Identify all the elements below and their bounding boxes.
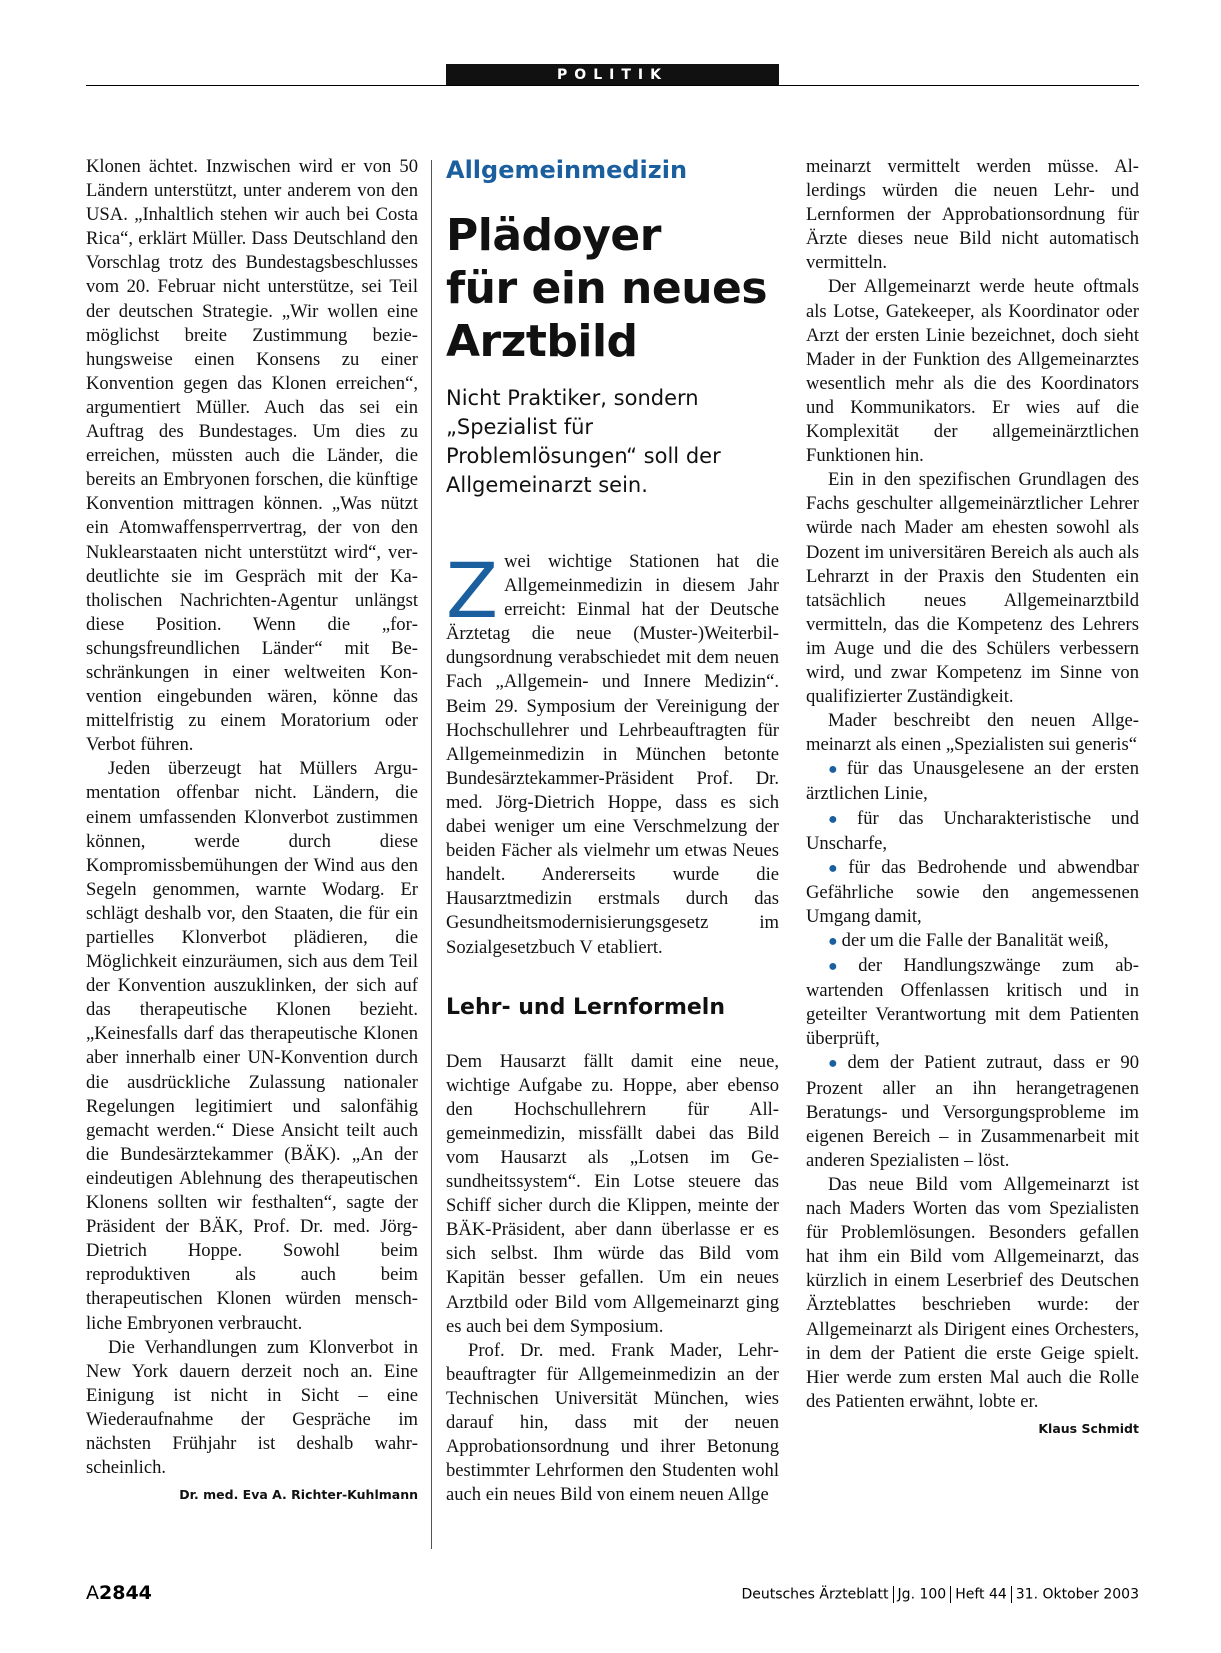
journal-name: Deutsches Ärzteblatt bbox=[741, 1586, 889, 1603]
page-prefix: A bbox=[86, 1582, 99, 1604]
bullet-text: für das Uncharakteristische und Unscharfe, bbox=[806, 807, 1139, 854]
section-label: POLITIK bbox=[446, 64, 779, 86]
paragraph: Der Allgemeinarzt werde heute oftmals als Lotse, Gatekeeper, als Koordinator oder Arzt der ersten Linie bezeichnet, doch sieht Mader in der Funktion des Allgemeinarztes wesentlich mehr als die des Koordinators und Kommunikators. Er wies auf die Komplexität der allgemeinärztlichen Funktionen hin. bbox=[806, 276, 1139, 467]
author-byline: Klaus Schmidt bbox=[1038, 1420, 1139, 1436]
bullet-text: der Handlungszwänge zum abwartenden Offenlassen kritisch und in geteilter Verantwortung mit dem Patienten überprüft, bbox=[806, 955, 1139, 1050]
bullet-icon: ● bbox=[828, 1055, 844, 1073]
volume: Jg. 100 bbox=[897, 1586, 947, 1603]
paragraph bbox=[86, 1336, 418, 1503]
bullet-item bbox=[806, 954, 1139, 1051]
bullet-icon: ● bbox=[828, 761, 843, 779]
author-byline: Dr. med. Eva A. Richter-Kuhlmann bbox=[179, 1487, 418, 1503]
issue: Heft 44 bbox=[955, 1586, 1007, 1603]
separator bbox=[893, 1586, 894, 1603]
headline-line: Arztbild bbox=[446, 316, 638, 367]
paragraph bbox=[806, 1173, 1139, 1436]
paragraph: Jeden überzeugt hat Müllers Argumentation offenbar nicht. Ländern, die einem umfassenden Klonverbot zustimmen können, werde durch diese Kompromissbemühungen der Wind aus den Segeln genommen, warnte Wodarg. Er schlägt deshalb vor, den Staaten, die für ein partielles Klonverbot plädieren, die Möglichkeit einzuräumen, sich aus dem Teil der Konvention auszuklinken, der sich auf das therapeutische Klonen bezieht. „Keinesfalls darf das therapeutische Klonen aber innerhalb einer UN-Konvention durch die ausdrückliche Zulassung nationaler Regelungen legitimiert und salonfähig gemacht werden.“ Diese Ansicht teilt auch die Bundesärztekammer (BÄK). „An der eindeutigen Ablehnung des therapeutischen Klonens sollten wir festhalten“, sagte der Präsident der BÄK, Prof. Dr. med. Jörg-Dietrich Hoppe. Sowohl beim reproduktiven als auch beim therapeutischen Klonen würden menschliche Embryonen verbraucht. bbox=[86, 758, 418, 1334]
article-lead: Nicht Praktiker, sondern „Spezialist für Problemlösungen“ soll der Allgemeinarzt sein. bbox=[446, 386, 721, 497]
column-middle bbox=[446, 155, 779, 1507]
bullet-icon: ● bbox=[828, 958, 855, 976]
section-subhead: Lehr- und Lernformeln bbox=[446, 994, 726, 1020]
bullet-item bbox=[806, 856, 1139, 929]
bullet-text: dem der Patient zutraut, dass er 90 Prozent aller an ihn herangetragenen Beratungs- und Versorgungsprobleme im eigenen Bereich – in Zusammenarbeit mit anderen Spezialisten – löst. bbox=[806, 1052, 1139, 1171]
column-right bbox=[806, 155, 1139, 1441]
headline-line: für ein neues bbox=[446, 263, 768, 314]
bullet-text: für das Bedrohende und abwendbar Gefährliche sowie den angemessenen Umgang damit, bbox=[806, 856, 1139, 927]
issue-date: 31. Oktober 2003 bbox=[1015, 1586, 1139, 1603]
bullet-text: der um die Falle der Banalität weiß, bbox=[841, 930, 1109, 951]
page-number bbox=[86, 1582, 152, 1604]
paragraph: Prof. Dr. med. Frank Mader, Lehrbeauftragter für Allgemeinmedizin an der Technischen Universität München, wies darauf hin, dass mit der neuen Approbationsordnung und ihrer Betonung bestimmter Lehrformen den Studenten wohl auch ein neues Bild von einem neuen Allge bbox=[446, 1339, 779, 1506]
paragraph: Dem Hausarzt fällt damit eine neue, wichtige Aufgabe zu. Hoppe, aber ebenso den Hochschullehrern für Allgemeinmedizin, missfällt dabei das Bild vom Hausarzt als „Lotsen im Gesundheitssystem“. Ein Lotse steuere das Schiff sicher durch die Klippen, meinte der BÄK-Präsident, aber dann überlasse er es sich selbst. Ihm würde das Bild vom Kapitän besser gefallen. Um ein neues Arztbild oder Bild vom Allgemeinarzt ging es auch bei dem Symposium. bbox=[446, 1050, 779, 1337]
paragraph-text: Die Verhandlungen zum Klonverbot in New York dauern derzeit noch an. Eine Einigung ist nicht in Sicht – eine Wiederaufnahme der Gespräche im nächsten Frühjahr ist deshalb wahrscheinlich. bbox=[86, 1336, 418, 1479]
bullet-text: für das Unausgelesene an der ersten ärztlichen Linie, bbox=[806, 758, 1139, 805]
bullet-item bbox=[806, 757, 1139, 806]
paragraph-text: wei wichtige Stationen hat die Allgemeinmedizin in diesem Jahr erreicht: Einmal hat der Deutsche Ärztetag die neue (Muster-)Weiterbildungsordnung verabschiedet mit dem neuen Fach „Allgemein- und Innere Medizin“. Beim 29. Symposium der Vereinigung der Hochschullehrer und Lehrbeauftragten für Allgemeinmedizin in München betonte Bundesärztekammer-Präsident Prof. Dr. med. Jörg-Dietrich Hoppe, dass es sich dabei weniger um eine Verschmelzung der beiden Fächer als vielmehr um etwas Neues handelt. Andererseits wurde die Hausarztmedizin erstmals durch das Gesundheitsmodernisierungsgesetz im Sozialgesetzbuch V etabliert. bbox=[446, 551, 779, 958]
page-number-value: 2844 bbox=[99, 1582, 152, 1604]
paragraph bbox=[446, 546, 779, 960]
publication-info bbox=[741, 1586, 1139, 1603]
paragraph: meinarzt vermittelt werden müsse. Allerdings würden die neuen Lehr- und Lernformen der Approbationsordnung für Ärzte dieses neue Bild nicht automatisch vermitteln. bbox=[806, 156, 1139, 274]
separator bbox=[1011, 1586, 1012, 1603]
page-footer bbox=[86, 1582, 1139, 1608]
bullet-item bbox=[806, 1051, 1139, 1172]
paragraph: Klonen ächtet. Inzwischen wird er von 50 Ländern unterstützt, unter anderem von den USA. „Inhaltlich stehen wir auch bei Costa Rica“, erklärt Müller. Dass Deutschland den Vorschlag trotz des Bundestagsbeschlusses vom 20. Februar nicht unterstütze, sei Teil der deutschen Strategie. „Wir wollen eine möglichst breite Zustimmung beziehungsweise einen Konsens zu einer Konvention gegen das Klonen erreichen“, argumentiert Müller. Auch das sei ein Auftrag des Bundestages. Um dies zu erreichen, müssten auch die Länder, die bereits an Embryonen forschen, die künftige Konvention mittragen können. „Was nützt ein Atomwaffensperrvertrag, der von den Nuklearstaaten nicht unterstützt wird“, verdeutlichte sie im Gespräch mit der Katholischen Nachrichten-Agentur unlängst diese Position. Wenn die „forschungsfreundlichen Länder“ mit Beschränkungen in einer weltweiten Konvention eingebunden wären, könne das mittelfristig zu einem Moratorium oder Verbot führen. bbox=[86, 156, 418, 756]
article-kicker: Allgemeinmedizin bbox=[446, 156, 688, 184]
column-left bbox=[86, 155, 418, 1507]
bullet-icon: ● bbox=[828, 859, 845, 877]
header-rule bbox=[86, 85, 1139, 86]
separator bbox=[950, 1586, 951, 1603]
paragraph: Ein in den spezifischen Grundlagen des Fachs geschulter allgemeinärztlicher Lehrer würde nach Mader am ehesten sowohl als Dozent im universitären Bereich als auch als Lehrarzt in der Praxis den Studenten ein tatsächlich neues Allgemeinarztbild vermitteln, das die Kompetenz des Lehrers im Auge und die des Schülers verbessern wird, und zwar Kompetenz im Sinne von qualifizierter Zuständigkeit. bbox=[806, 469, 1139, 708]
bullet-icon: ● bbox=[828, 810, 854, 828]
bullet-item bbox=[806, 807, 1139, 856]
column-divider bbox=[431, 160, 432, 1549]
bullet-item bbox=[806, 929, 1139, 954]
article-headline bbox=[446, 209, 779, 368]
paragraph-text: Das neue Bild vom Allgemeinarzt ist nach Maders Worten das vom Spezialisten für Problemlösungen. Besonders gefallen hat ihm ein Bild vom Allgemeinarzt, das kürzlich in einem Leserbrief des Deutschen Ärzteblattes beschrieben wurde: der Allgemeinarzt als Dirigent eines Orchesters, in dem der Patient die erste Geige spielt. Hier werde zum ersten Mal auch die Rolle des Patienten erwähnt, lobte er. bbox=[806, 1173, 1139, 1412]
paragraph: Mader beschreibt den neuen Allgemeinarzt als einen „Spezialisten sui generis“ bbox=[806, 710, 1139, 756]
bullet-icon: ● bbox=[828, 933, 838, 950]
drop-cap: Z bbox=[446, 546, 499, 635]
headline-line: Plädoyer bbox=[446, 210, 661, 261]
